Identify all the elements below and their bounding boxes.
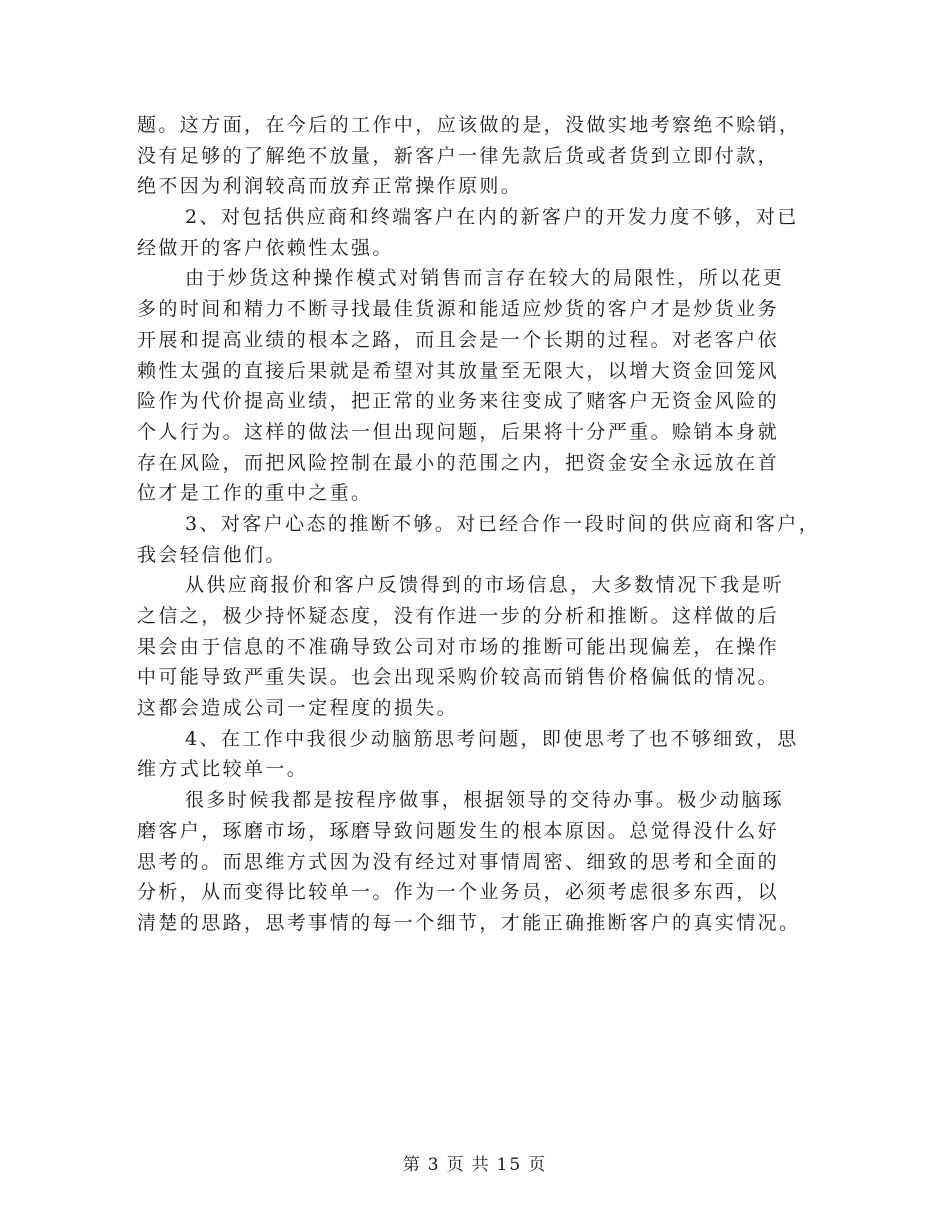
text-line: 没有足够的了解绝不放量，新客户一律先款后货或者货到立即付款， <box>137 144 780 167</box>
text-line: 果会由于信息的不准确导致公司对市场的推断可能出现偏差，在操作 <box>137 635 780 658</box>
text-line: 题。这方面，在今后的工作中，应该做的是，没做实地考察绝不赊销， <box>137 114 801 136</box>
text-line: 清楚的思路，思考事情的每一个细节，才能正确推断客户的真实情况。 <box>137 911 801 934</box>
text-line: 个人行为。这样的做法一但出现问题，后果将十分严重。赊销本身就 <box>137 420 780 443</box>
document-body <box>137 110 821 939</box>
text-line: 开展和提高业绩的根本之路，而且会是一个长期的过程。对老客户依 <box>137 328 780 351</box>
text-line: 磨客户，琢磨市场，琢磨导致问题发生的根本原因。总觉得没什么好 <box>137 819 780 842</box>
text-line: 绝不因为利润较高而放弃正常操作原则。 <box>137 175 523 198</box>
page-label-prefix: 第 <box>402 1155 422 1175</box>
text-line: 存在风险，而把风险控制在最小的范围之内，把资金安全永远放在首 <box>137 451 780 474</box>
text-line: 4、在工作中我很少动脑筋思考问题，即使思考了也不够细致，思 <box>185 727 799 750</box>
total-label: 共 <box>471 1155 491 1175</box>
text-line: 很多时候我都是按程序做事，根据领导的交待办事。极少动脑琢 <box>185 789 785 812</box>
page-number-footer <box>0 1150 950 1175</box>
text-line: 由于炒货这种操作模式对销售而言存在较大的局限性，所以花更 <box>185 267 785 290</box>
text-line: 经做开的客户依赖性太强。 <box>137 236 394 259</box>
text-line: 思考的。而思维方式因为没有经过对事情周密、细致的思考和全面的 <box>137 850 780 873</box>
text-line: 中可能导致严重失误。也会出现采购价较高而销售价格偏低的情况。 <box>137 666 780 689</box>
text-line: 3、对客户心态的推断不够。对已经合作一段时间的供应商和客户， <box>185 512 821 535</box>
page-label-mid: 页 <box>446 1155 466 1175</box>
text-line: 位才是工作的重中之重。 <box>137 482 373 505</box>
text-line: 之信之，极少持怀疑态度，没有作进一步的分析和推断。这样做的后 <box>137 605 780 627</box>
text-line: 这都会造成公司一定程度的损失。 <box>137 697 459 720</box>
current-page-number: 3 <box>427 1155 441 1175</box>
text-line: 我会轻信他们。 <box>137 543 287 566</box>
text-line: 赖性太强的直接后果就是希望对其放量至无限大，以增大资金回笼风 <box>137 359 780 382</box>
page-label-suffix: 页 <box>528 1155 548 1175</box>
text-line: 多的时间和精力不断寻找最佳货源和能适应炒货的客户才是炒货业务 <box>137 298 780 321</box>
text-line: 险作为代价提高业绩，把正常的业务来往变成了赌客户无资金风险的 <box>137 390 780 413</box>
text-line: 从供应商报价和客户反馈得到的市场信息，大多数情况下我是听 <box>185 574 785 597</box>
total-pages-number: 15 <box>496 1155 523 1175</box>
text-line: 2、对包括供应商和终端客户在内的新客户的开发力度不够，对已 <box>185 206 799 229</box>
text-line: 分析，从而变得比较单一。作为一个业务员，必须考虑很多东西，以 <box>137 881 780 904</box>
text-line: 维方式比较单一。 <box>137 758 309 781</box>
